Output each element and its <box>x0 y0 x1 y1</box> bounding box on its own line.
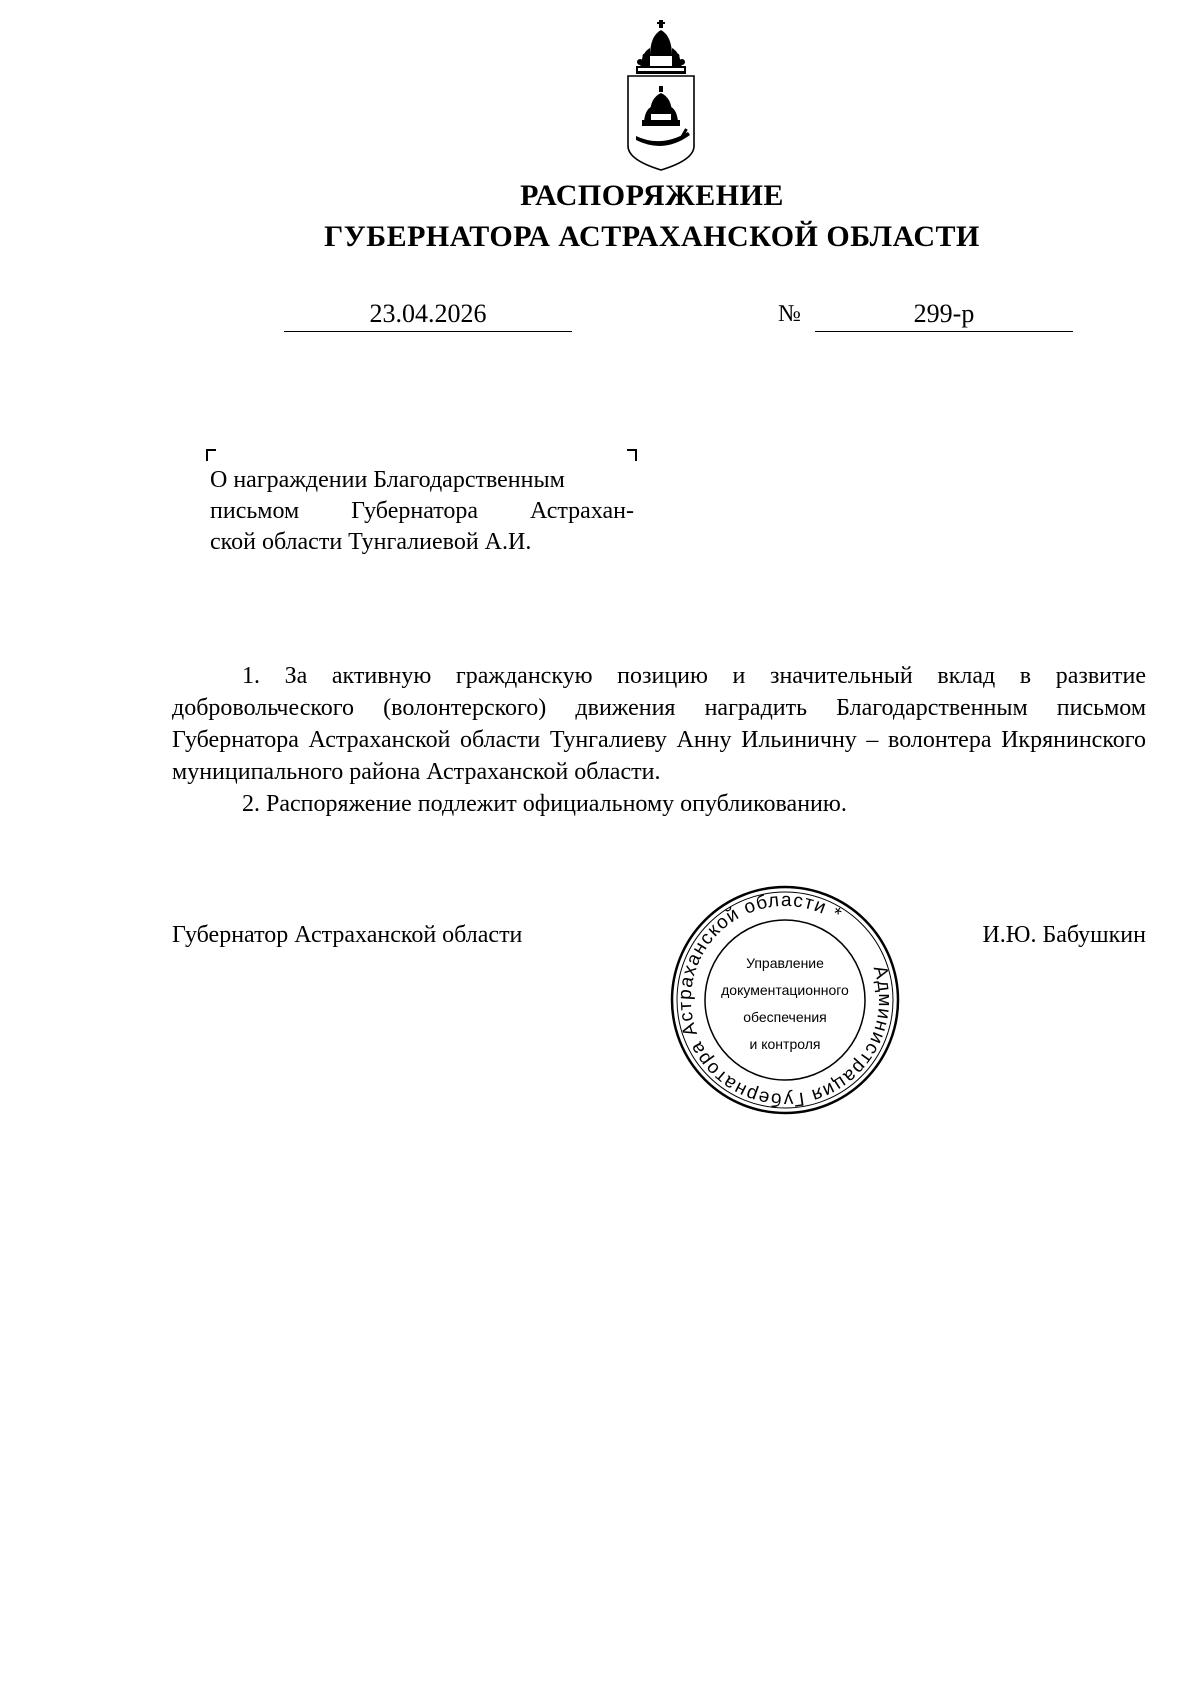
seal-center-line: и контроля <box>749 1036 821 1052</box>
astrakhan-coat-of-arms-icon <box>620 18 702 174</box>
signatory-position: Губернатор Астраханской области <box>172 922 523 948</box>
subject-line: О награждении Благодарственным <box>210 467 565 493</box>
order-paragraph: 1. За активную гражданскую позицию и значительный вклад в развитие добровольческого (волонтерского) движения наградить Благодарственным письмом Губернатора Астраханской области Тунгалиеву Анну Ильиничну – волонтера Икрянинского муниципального района Астраханской области. <box>172 663 1146 785</box>
issuer-title: ГУБЕРНАТОРА АСТРАХАНСКОЙ ОБЛАСТИ <box>324 220 980 253</box>
number-label: № <box>778 301 801 327</box>
subject-heading <box>210 465 634 558</box>
subject-corner-left <box>206 449 216 461</box>
order-paragraph: 2. Распоряжение подлежит официальному опубликованию. <box>242 791 847 817</box>
subject-line: ской области Тунгалиевой А.И. <box>210 529 532 555</box>
order-body <box>172 660 1146 820</box>
document-date: 23.04.2026 <box>284 299 572 332</box>
document-type-title: РАСПОРЯЖЕНИЕ <box>520 179 784 212</box>
seal-center-line: обеспечения <box>743 1009 827 1025</box>
seal-center-text <box>668 950 902 1058</box>
signatory-name: И.Ю. Бабушкин <box>982 922 1146 948</box>
seal-ring-text: Администрация Губернатора Астраханской области * <box>674 889 896 1111</box>
document-number: 299-р <box>815 299 1073 332</box>
subject-corner-right <box>627 449 637 461</box>
subject-line: письмом Губернатора Астрахан- <box>210 498 634 524</box>
seal-center-line: документационного <box>721 982 849 998</box>
seal-center-line: Управление <box>746 955 824 971</box>
